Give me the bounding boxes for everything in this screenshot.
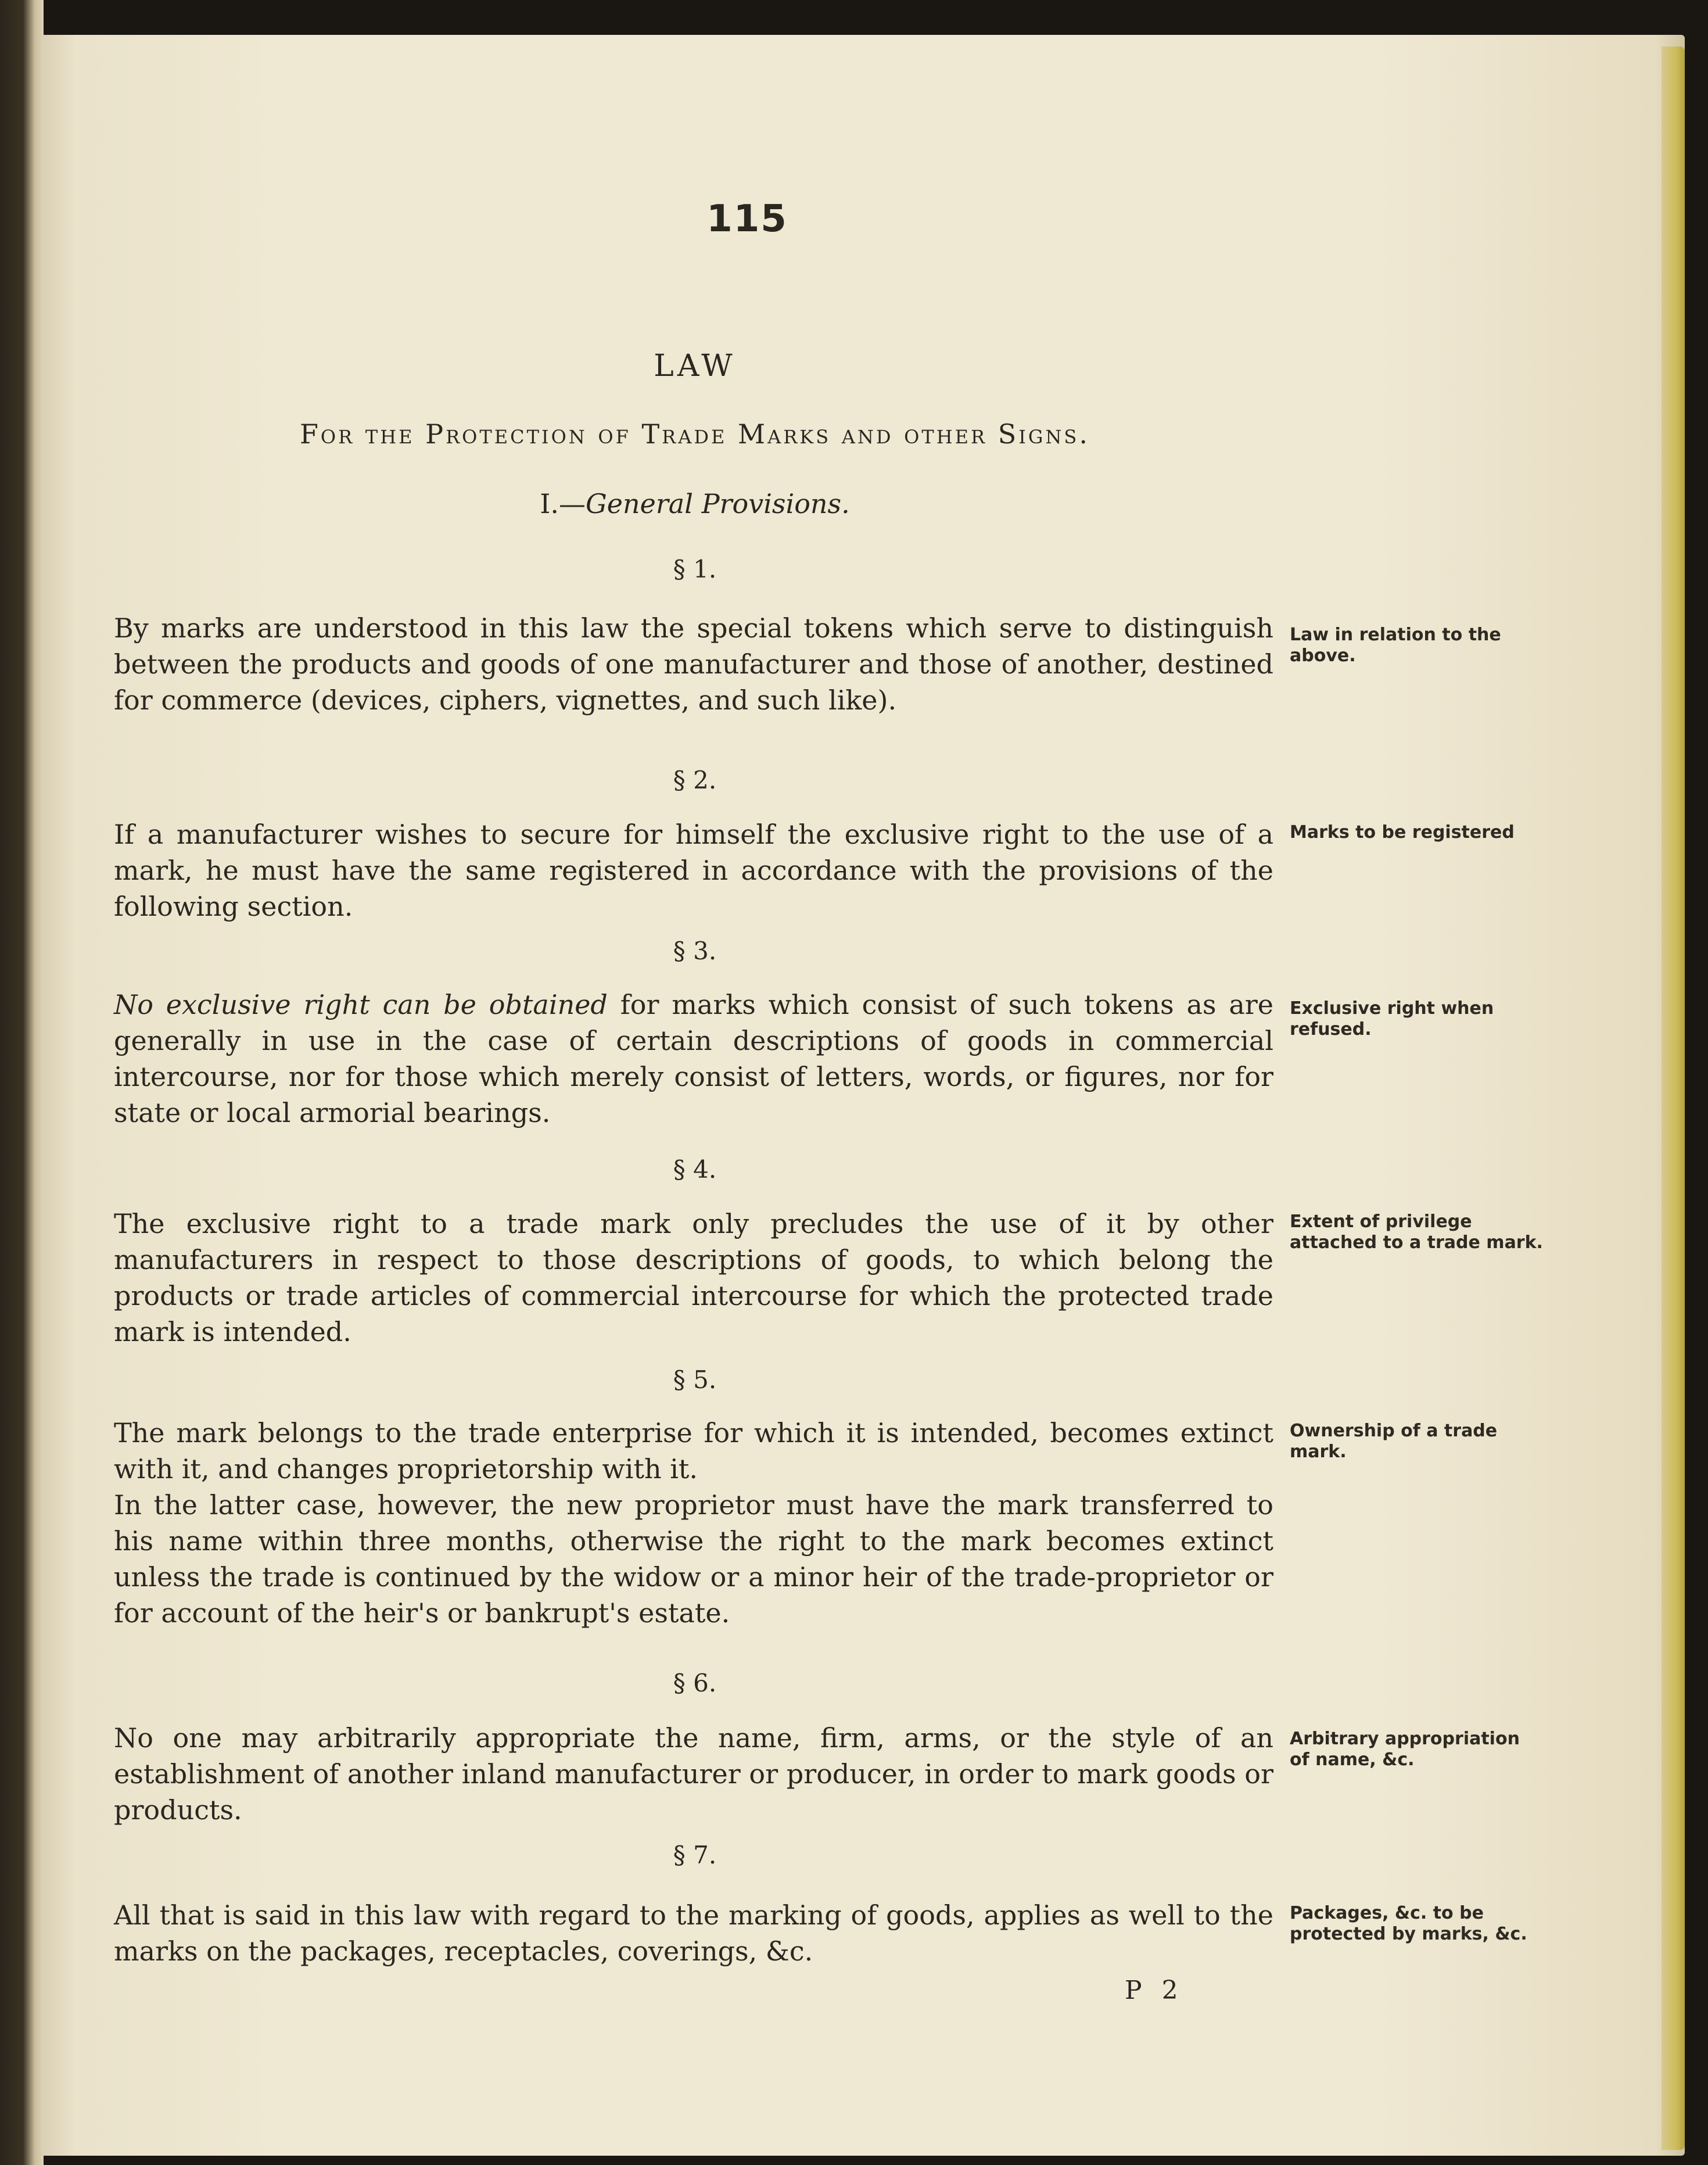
section-3-mark: § 3. <box>673 937 717 965</box>
section-2-mark: § 2. <box>673 766 717 794</box>
section-5-margin-note: Ownership of a trade mark. <box>1290 1421 1498 1462</box>
section-1-margin-note: Law in relation to the above. <box>1290 625 1501 666</box>
law-subtitle: For the Protection of Trade Marks and other Signs. <box>300 418 1090 450</box>
section-4-paragraph: The exclusive right to a trade mark only precludes the use of it by other manufacturers in respect to those descriptions of goods, to which belong the products or trade articles of commercial intercourse for which the protected trade mark is intended. <box>114 1208 1273 1347</box>
section-2-margin-note: Marks to be registered <box>1290 822 1515 843</box>
section-5-paragraph-2: In the latter case, however, the new proprietor must have the mark transferred to his name within three months, otherwise the right to the mark becomes extinct unless the trade is continued by the widow or a minor heir of the trade-proprietor or for account of the heir's or bankrupt's estate. <box>114 1489 1273 1629</box>
section-6-mark: § 6. <box>673 1669 717 1697</box>
part-title: General Provisions. <box>586 488 850 519</box>
section-1-paragraph: By marks are understood in this law the special tokens which serve to distinguish between the products and goods of one manufacturer and those of another, destined for commerce (devices, ciphers, vignettes, and such like). <box>114 612 1273 716</box>
section-3-text: for marks which consist of such tokens as are generally in use in the case of certain descriptions of goods in commercial intercourse, nor for those which merely consist of letters, words, or figures, nor for state or local armorial bearings. <box>114 989 1273 1128</box>
section-3-margin-note: Exclusive right when refused. <box>1290 998 1494 1040</box>
section-2-paragraph: If a manufacturer wishes to secure for himself the exclusive right to the use of a mark, he must have the same registered in accordance with the provisions of the following section. <box>114 819 1273 922</box>
part-numeral: I.— <box>540 488 586 519</box>
section-4-mark: § 4. <box>673 1155 717 1184</box>
section-5-mark: § 5. <box>673 1365 717 1394</box>
section-7-mark: § 7. <box>673 1841 717 1869</box>
printer-signature: P 2 <box>1125 1976 1184 2005</box>
section-3-lead: No exclusive right can be obtained <box>114 989 608 1020</box>
section-1-mark: § 1. <box>673 555 717 583</box>
part-heading <box>114 488 1276 519</box>
page-text <box>114 0 1694 2165</box>
section-4-margin-note: Extent of privilege attached to a trade mark. <box>1290 1211 1543 1253</box>
section-6-margin-note: Arbitrary appropriation of name, &c. <box>1290 1729 1520 1770</box>
section-3-paragraph <box>114 987 1273 1131</box>
law-title: LAW <box>654 349 736 383</box>
facing-page-edge <box>0 0 44 2165</box>
section-7-paragraph: All that is said in this law with regard to the marking of goods, applies as well to the marks on the packages, receptacles, coverings, &c. <box>114 1899 1273 1967</box>
section-7-margin-note: Packages, &c. to be protected by marks, &c. <box>1290 1903 1527 1944</box>
section-6-paragraph: No one may arbitrarily appropriate the name, firm, arms, or the style of an establishment of another inland manufacturer or producer, in order to mark goods or products. <box>114 1722 1273 1826</box>
section-5-paragraph-1: The mark belongs to the trade enterprise for which it is intended, becomes extinct with it, and changes proprietorship with it. <box>114 1417 1273 1485</box>
page-number: 115 <box>706 198 788 241</box>
